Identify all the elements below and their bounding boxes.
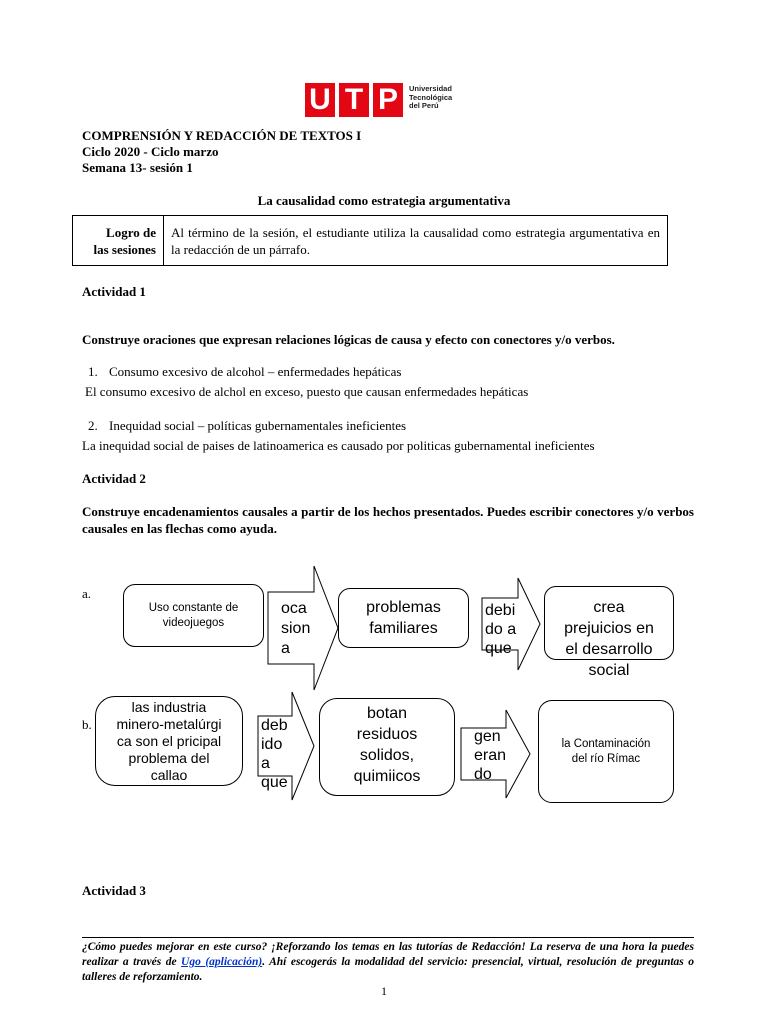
chain-a-box2: problemas familiares — [338, 588, 469, 648]
logo-letter-p: P — [373, 83, 403, 117]
actividad1-heading: Actividad 1 — [82, 284, 146, 299]
chain-b-label: b. — [82, 717, 92, 732]
ugo-app-link[interactable]: Ugo (aplicación) — [181, 956, 263, 968]
logro-label: Logro de las sesiones — [73, 216, 164, 266]
page-number: 1 — [381, 984, 387, 998]
chain-a-box3: crea prejuicios en el desarrollo social — [544, 586, 674, 660]
footer-note: ¿Cómo puedes mejorar en este curso? ¡Reforzando los temas en las tutorías de Redacción! La reserva de una hora la puedes realizar a través de Ugo (aplicación). Ahí escogerás la modalidad del servicio: presencial, virtual, resolución de preguntas o talleres de reforzamiento. — [82, 937, 694, 985]
document-title: La causalidad como estrategia argumentativa — [257, 193, 511, 208]
item2-answer[interactable]: La inequidad social de paises de latinoamerica es causado por politicas gubernamental ineficientes — [82, 438, 595, 453]
chain-a-arrow1-text: oca sion a — [281, 600, 311, 657]
actividad2-instruction: Construye encadenamientos causales a partir de los hechos presentados. Puedes escribir conectores y/o verbos causales en las flechas como ayuda. — [82, 504, 694, 536]
item1-prompt: Consumo excesivo de alcohol – enfermedades hepáticas — [109, 364, 402, 379]
item1-answer[interactable]: El consumo excesivo de alchol en exceso, puesto que causan enfermedades hepáticas — [85, 384, 529, 399]
actividad1-instruction: Construye oraciones que expresan relaciones lógicas de causa y efecto con conectores y/o verbos. — [82, 332, 615, 347]
week-line: Semana 13- sesión 1 — [82, 160, 193, 175]
cycle-line: Ciclo 2020 - Ciclo marzo — [82, 144, 219, 159]
chain-b-box2: botan residuos solidos, quimiicos — [319, 698, 455, 796]
chain-b-arrow2-text: gen eran do — [474, 728, 507, 783]
course-title: COMPRENSIÓN Y REDACCIÓN DE TEXTOS I — [82, 128, 362, 143]
chain-a-box1: Uso constante de videojuegos — [123, 584, 264, 647]
logo-letter-t: T — [339, 83, 369, 117]
item1-number: 1. — [88, 364, 98, 379]
chain-b-arrow1-text: deb ido a que — [261, 717, 288, 791]
logo-letter-u: U — [305, 83, 335, 117]
chain-b-box3: la Contaminación del río Rímac — [538, 700, 674, 803]
chain-b-box1: las industria minero-metalúrgi ca son el pricipal problema del callao — [95, 696, 243, 786]
item2-prompt: Inequidad social – políticas gubernamentales ineficientes — [109, 418, 407, 433]
chain-a-arrow2-text: debi do a que — [485, 602, 517, 657]
actividad2-heading: Actividad 2 — [82, 471, 146, 486]
chain-a-label: a. — [82, 586, 92, 601]
item2-number: 2. — [88, 418, 98, 433]
logro-text: Al término de la sesión, el estudiante utiliza la causalidad como estrategia argumentativa en la redacción de un párrafo. — [164, 216, 668, 266]
actividad3-heading: Actividad 3 — [82, 883, 146, 898]
logo-university-name: Universidad Tecnológica del Perú — [409, 84, 453, 110]
